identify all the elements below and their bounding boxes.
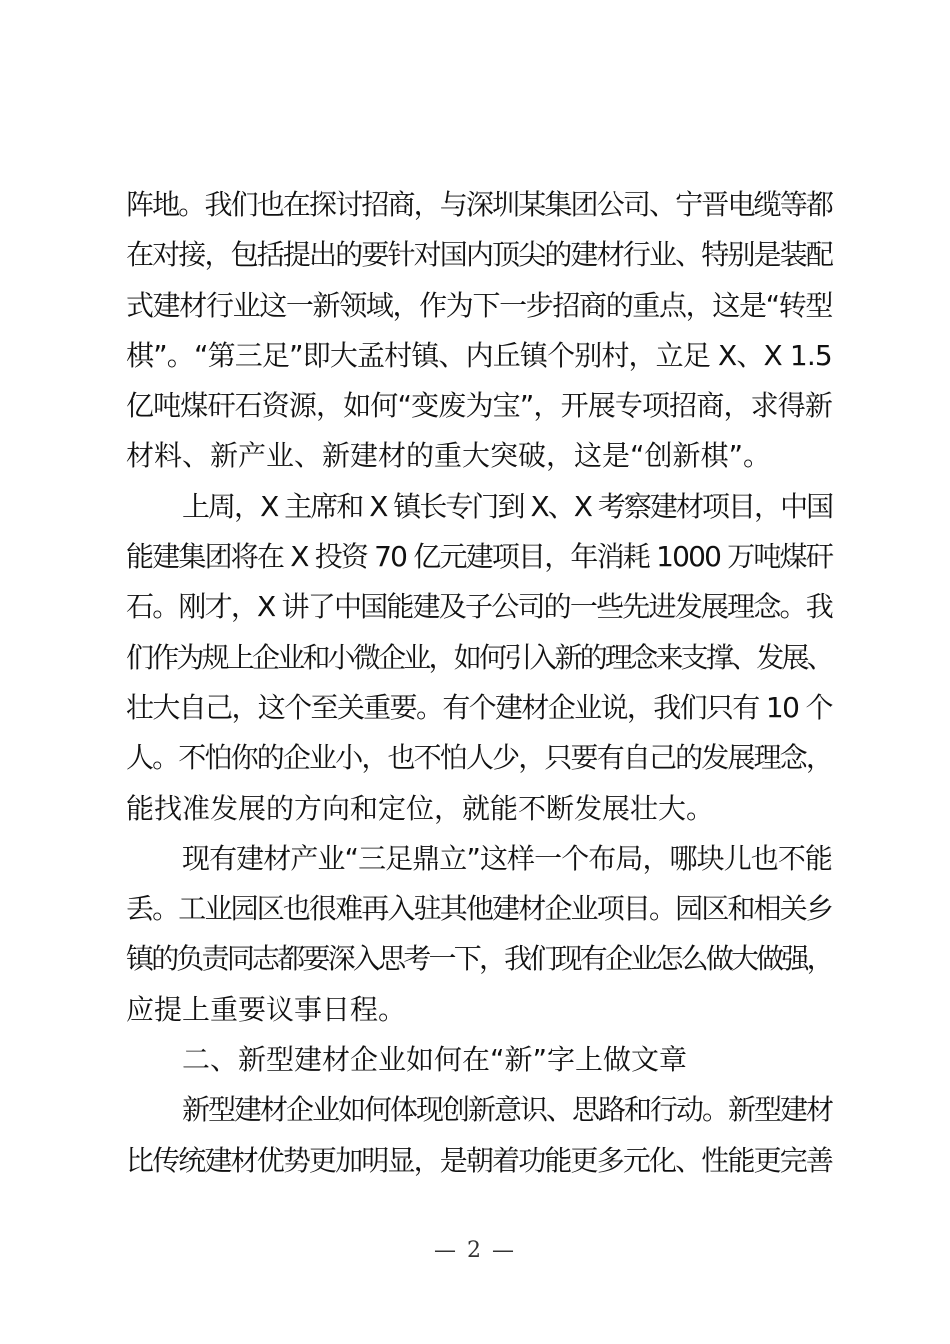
text-line: 丢。工业园区也很难再入驻其他建材企业项目。园区和相关乡 — [126, 892, 833, 926]
paragraph-new-materials — [126, 1085, 832, 1186]
text-line: 在对接，包括提出的要针对国内顶尖的建材行业、特别是装配 — [126, 238, 833, 272]
text-line: 人。不怕你的企业小，也不怕人少，只要有自己的发展理念， — [126, 741, 833, 775]
text-line: 现有建材产业“三足鼎立”这样一个布局，哪块儿也不能 — [182, 841, 833, 875]
text-line: 比传统建材优势更加明显，是朝着功能更多元化、性能更完善 — [126, 1143, 833, 1177]
text-line: 壮大自己，这个至关重要。有个建材企业说，我们只有 10 个 — [126, 690, 832, 724]
text-line: 镇的负责同志都要深入思考一下，我们现有企业怎么做大做强， — [126, 942, 832, 976]
document-body — [126, 180, 832, 1186]
text-line: 式建材行业这一新领域，作为下一步招商的重点，这是“转型 — [126, 288, 833, 322]
text-line: 阵地。我们也在探讨招商，与深圳某集团公司、宁晋电缆等都 — [126, 188, 833, 221]
page-number: — 2 — — [434, 1238, 516, 1263]
heading-text: 二、新型建材企业如何在“新”字上做文章 — [182, 1043, 688, 1077]
text-line: 亿吨煤矸石资源，如何“变废为宝”，开展专项招商，求得新 — [126, 389, 833, 423]
text-line: 石。刚才，X 讲了中国能建及子公司的一些先进发展理念。我 — [126, 590, 832, 624]
paragraph-energy-group — [126, 482, 832, 834]
text-line: 棋”。“第三足”即大孟村镇、内丘镇个别村，立足 X、X 1.5 — [126, 338, 832, 372]
text-line: 新型建材企业如何体现创新意识、思路和行动。新型建材 — [182, 1093, 833, 1127]
text-line: 能找准发展的方向和定位，就能不断发展壮大。 — [126, 791, 715, 825]
paragraph-layout — [126, 834, 832, 1035]
text-line: 能建集团将在 X 投资 70 亿元建项目，年消耗 1000 万吨煤矸 — [126, 540, 832, 574]
text-line: 们作为规上企业和小微企业，如何引入新的理念来支撑、发展、 — [126, 640, 832, 674]
text-line: 应提上重要议事日程。 — [126, 992, 407, 1026]
text-line: 上周，X 主席和 X 镇长专门到 X、X 考察建材项目，中国 — [182, 489, 833, 523]
section-heading — [126, 1035, 832, 1085]
paragraph-continued — [126, 180, 832, 482]
text-line: 材料、新产业、新建材的重大突破，这是“创新棋”。 — [126, 439, 772, 473]
